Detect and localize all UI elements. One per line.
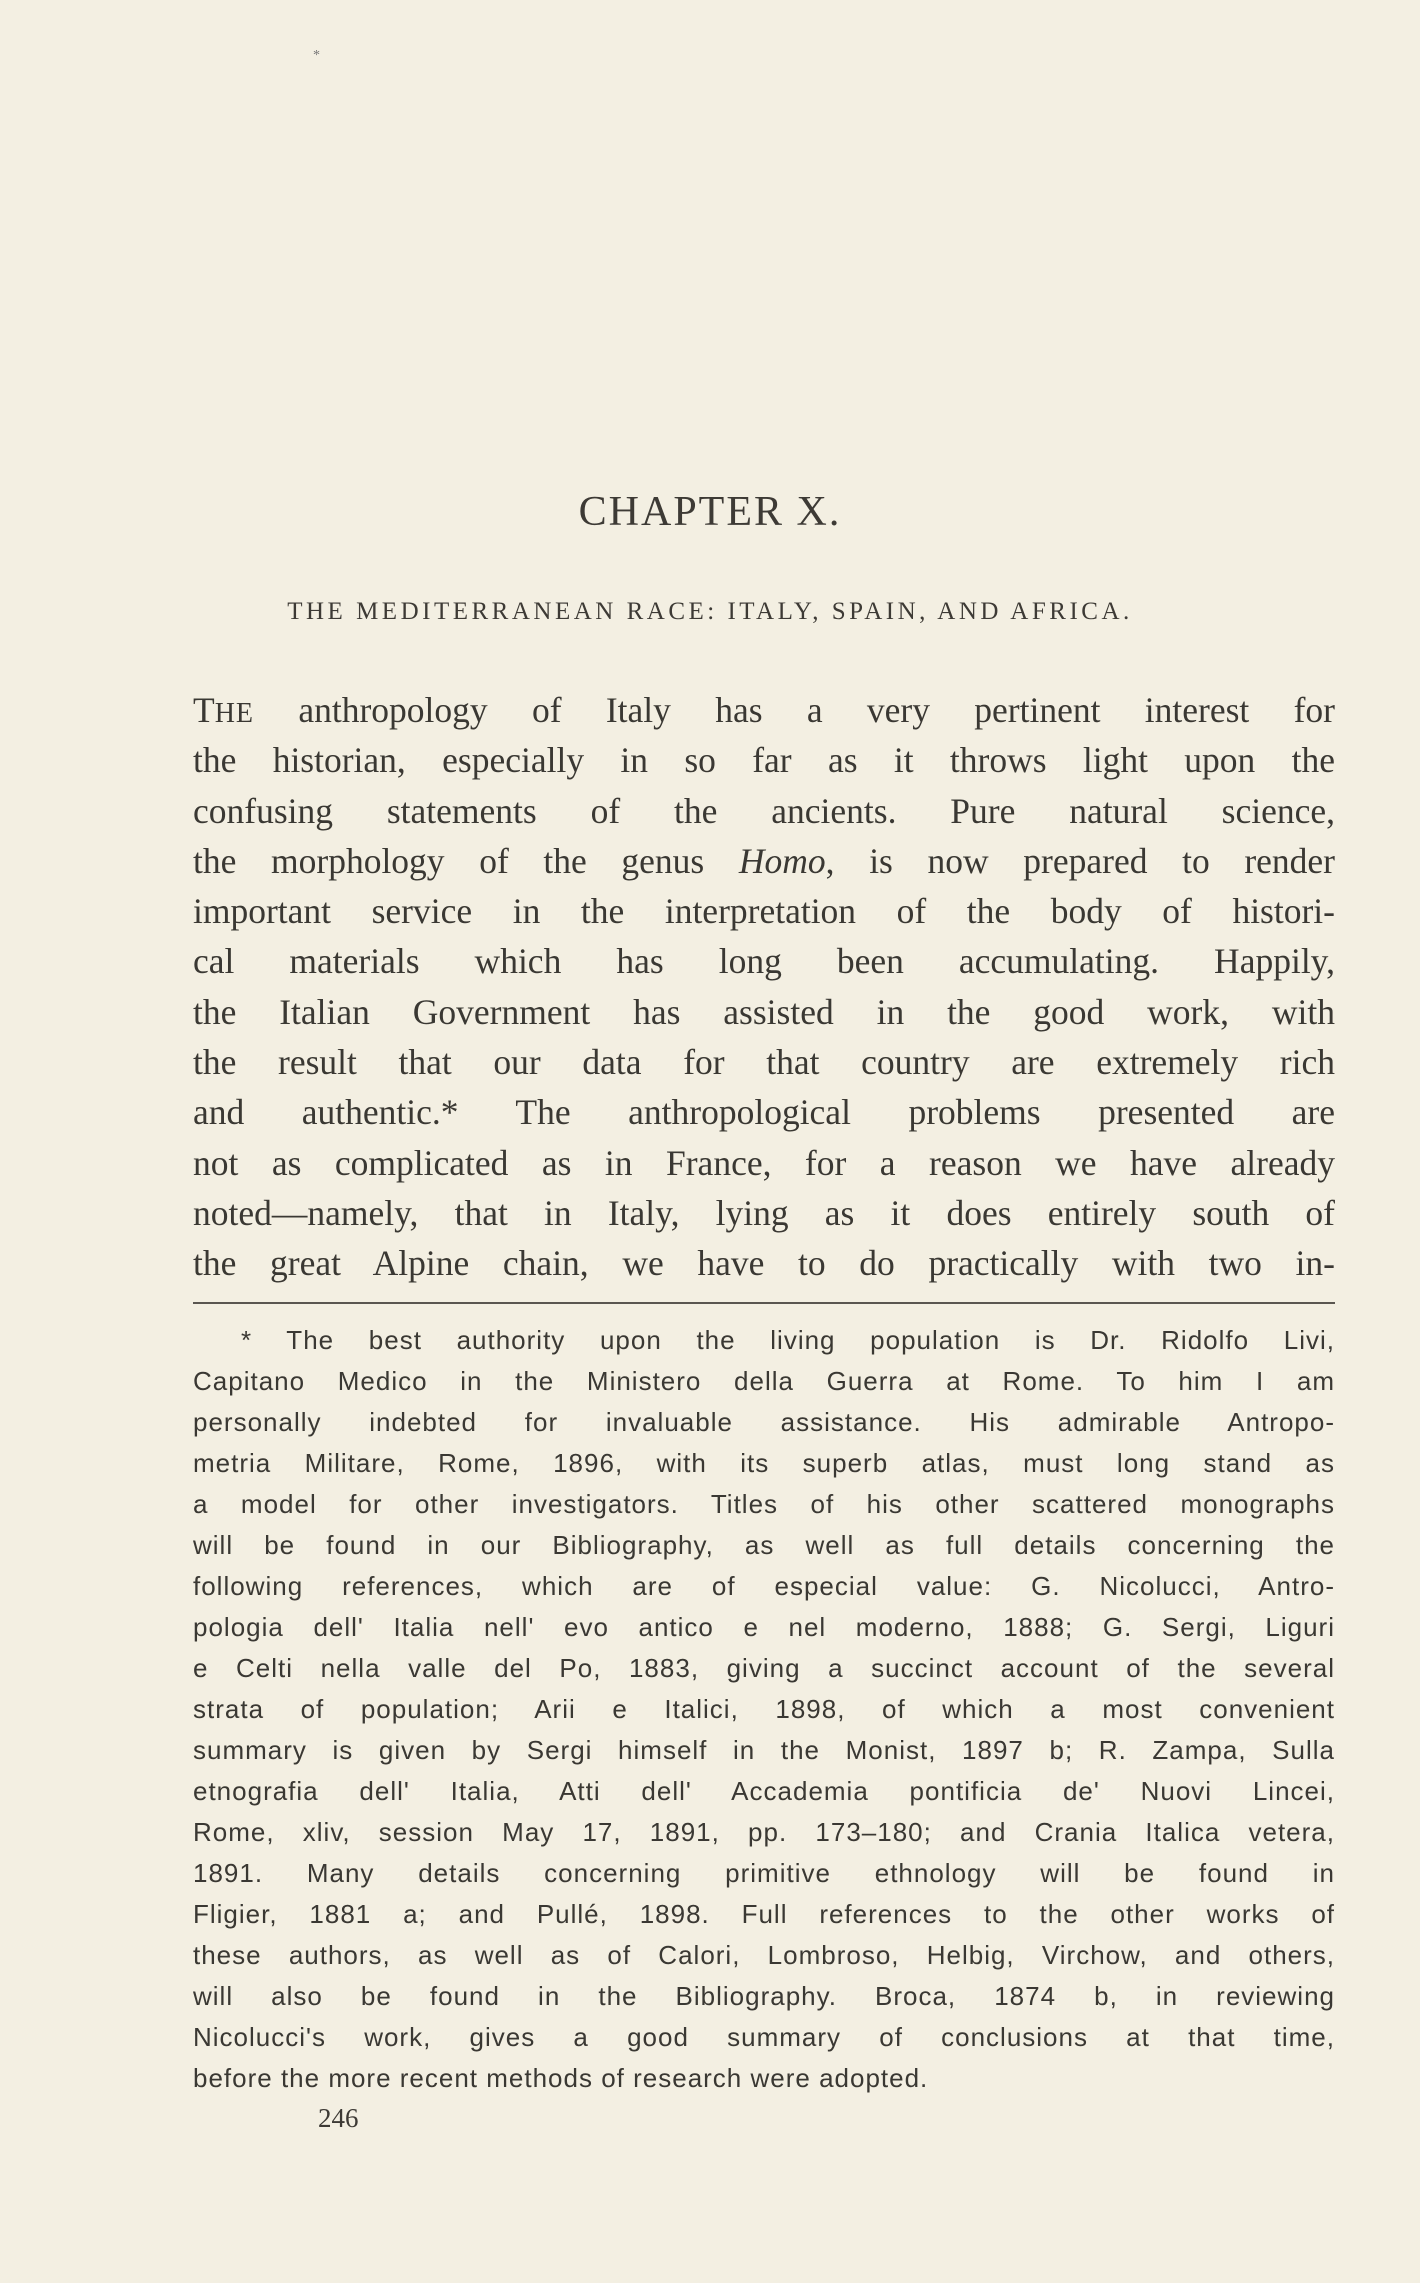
body-line xyxy=(193,836,1335,886)
body-line: cal materials which has long been accumulating. Happily, xyxy=(193,941,1335,982)
footnote-line: will be found in our Bibliography, as well as full details concerning the xyxy=(193,1530,1335,1560)
footnote-line: Fligier, 1881 a; and Pullé, 1898. Full references to the other works of xyxy=(193,1899,1335,1929)
footnote-line: strata of population; Arii e Italici, 1898, of which a most convenient xyxy=(193,1694,1335,1724)
body-line: the result that our data for that country are extremely rich xyxy=(193,1042,1335,1083)
body-line: and authentic.* The anthropological problems presented are xyxy=(193,1092,1335,1133)
footnote-line: e Celti nella valle del Po, 1883, giving a succinct account of the several xyxy=(193,1653,1335,1683)
page-number: 246 xyxy=(318,2103,359,2133)
footnote-line: a model for other investigators. Titles of his other scattered monographs xyxy=(193,1489,1335,1519)
stray-mark: * xyxy=(313,48,320,63)
body-line: noted—namely, that in Italy, lying as it does entirely south of xyxy=(193,1192,1335,1233)
chapter-heading: CHAPTER X. xyxy=(578,489,842,535)
footnote-line: pologia dell' Italia nell' evo antico e nel moderno, 1888; G. Sergi, Liguri xyxy=(193,1612,1335,1642)
footnote-line: following references, which are of especial value: G. Nicolucci, Antro- xyxy=(193,1571,1335,1601)
drop-initial: T xyxy=(193,690,215,730)
footnote-line: summary is given by Sergi himself in the Monist, 1897 b; R. Zampa, Sulla xyxy=(193,1735,1335,1765)
body-line: important service in the interpretation of the body of histori- xyxy=(193,891,1335,932)
footnote-line: Rome, xliv, session May 17, 1891, pp. 173–180; and Crania Italica vetera, xyxy=(193,1817,1335,1847)
footnote-line: metria Militare, Rome, 1896, with its superb atlas, must long stand as xyxy=(193,1448,1335,1478)
italic-genus-name: Homo xyxy=(738,840,826,881)
footnote-line: 1891. Many details concerning primitive ethnology will be found in xyxy=(193,1858,1335,1888)
footnote-line: Capitano Medico in the Ministero della Guerra at Rome. To him I am xyxy=(193,1366,1335,1396)
body-line: confusing statements of the ancients. Pure natural science, xyxy=(193,790,1335,831)
body-line: the Italian Government has assisted in the good work, with xyxy=(193,991,1335,1032)
footnote-line: etnografia dell' Italia, Atti dell' Accademia pontificia de' Nuovi Lincei, xyxy=(193,1776,1335,1806)
body-line xyxy=(193,685,1335,735)
footnote-divider xyxy=(193,1302,1335,1304)
footnote-line: these authors, as well as of Calori, Lombroso, Helbig, Virchow, and others, xyxy=(193,1940,1335,1970)
footnote-line: before the more recent methods of research were adopted. xyxy=(193,2063,929,2093)
footnote xyxy=(193,1320,1335,2099)
body-paragraph xyxy=(193,685,1335,1289)
footnote-line: Nicolucci's work, gives a good summary of conclusions at that time, xyxy=(193,2022,1335,2052)
body-line: the great Alpine chain, we have to do practically with two in- xyxy=(193,1243,1335,1284)
footnote-line: * The best authority upon the living population is Dr. Ridolfo Livi, xyxy=(241,1325,1335,1355)
body-line-text: the morphology of the genus xyxy=(193,840,739,881)
body-line-text: , is now prepared to render xyxy=(825,840,1335,881)
small-caps-rest: HE xyxy=(214,698,255,729)
body-line: not as complicated as in France, for a reason we have already xyxy=(193,1142,1335,1183)
footnote-line: personally indebted for invaluable assistance. His admirable Antropo- xyxy=(193,1407,1335,1437)
footnote-line: will also be found in the Bibliography. Broca, 1874 b, in reviewing xyxy=(193,1981,1335,2011)
body-line-text: anthropology of Italy has a very pertinent interest for xyxy=(254,690,1335,730)
chapter-subtitle: THE MEDITERRANEAN RACE: ITALY, SPAIN, AND AFRICA. xyxy=(287,598,1133,625)
body-line: the historian, especially in so far as it throws light upon the xyxy=(193,740,1335,781)
